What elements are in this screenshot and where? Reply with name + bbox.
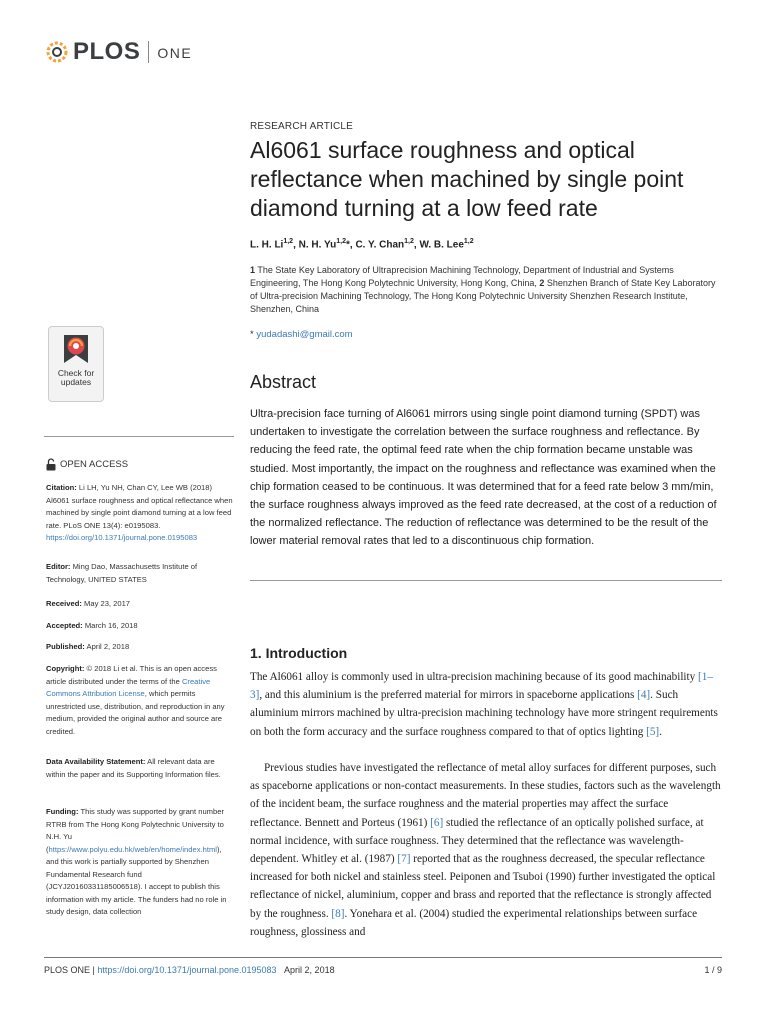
text-run: . (659, 725, 662, 738)
field-label: Received: (46, 599, 82, 608)
affiliations (250, 264, 720, 316)
funding-link[interactable]: https://www.polyu.edu.hk/web/en/home/index.html (48, 844, 217, 854)
author-separator: *, (345, 239, 356, 251)
field-label: Citation: (46, 483, 77, 492)
text-run: reported that as the roughness decreased, the specular reflectance increased for both nickel and stainless steel. Peiponen and Tsuboi (1990) further investigated the optical reflectance of nickel, aluminium, copper and brass and reported that the reflectance is strongly affected by the roughness. (250, 853, 716, 920)
logo-brand: PLOS (73, 38, 141, 65)
affil-text: Shenzhen Branch of State Key Laboratory of Ultra-precision Machining Technology, The Hong Kong Polytechnic University Shenzhen Research Institute, Shenzhen, China (250, 278, 716, 314)
field-label: Editor: (46, 562, 71, 571)
footer-journal: PLOS ONE | (44, 965, 95, 975)
field-value: April 2, 2018 (86, 642, 130, 651)
footer-doi-link[interactable]: https://doi.org/10.1371/journal.pone.0195083 (97, 965, 277, 975)
author-affil-sup: 1,2 (404, 238, 414, 245)
text-run: . Such aluminium mirrors machined by ultra-precision machining technology have more stringent requirements on both the form accuracy and the surface roughness compared to that of optics lighting (250, 689, 718, 738)
field-label: Data Availability Statement: (46, 757, 146, 766)
logo-journal: ONE (157, 45, 193, 61)
citation-link[interactable]: [1–3] (250, 671, 713, 702)
badge-line: Check for (57, 368, 95, 378)
page-footer (44, 965, 335, 975)
plos-logo-icon (44, 39, 70, 65)
text-run: studied the reflectance of an optically polished surface, at normal incidence, with surface roughness. They determined that the reflectance was wavelength-dependent. Whitley et al. (1987) (250, 816, 704, 866)
published-block (46, 641, 236, 654)
affil-number: 1 (250, 265, 256, 275)
email-star: * (250, 329, 254, 340)
open-access-label (46, 458, 128, 471)
funding-block (46, 806, 236, 919)
editor-block (46, 561, 236, 586)
text-run: The Al6061 alloy is commonly used in ultra-precision machining because of its good machinability (250, 671, 699, 683)
author-separator: , (293, 239, 299, 251)
field-value: Li LH, Yu NH, Chan CY, Lee WB (2018) Al6061 surface roughness and optical reflectance when machined by single point diamond turning at a low feed rate. PLoS ONE 13(4): e0195083. (46, 483, 233, 530)
author-affil-sup: 1,2 (463, 238, 474, 245)
field-value: All relevant data are within the paper and its Supporting Information files. (46, 757, 221, 779)
field-value: ), and this work is partially supported by Shenzhen Fundamental Research fund (JCYJ20160331185006518). I accept to publish this information with my article. The funders had no role in study design, data collection (46, 844, 227, 916)
footer-date: April 2, 2018 (284, 965, 335, 975)
field-label: Copyright: (46, 664, 85, 673)
bookmark-icon (62, 333, 90, 365)
plos-one-logo[interactable] (44, 38, 192, 66)
citation-block (46, 482, 236, 545)
field-value: May 23, 2017 (84, 599, 131, 608)
open-access-text: OPEN ACCESS (60, 459, 129, 470)
text-run: . Yonehara et al. (2004) studied the experimental relationships between surface roughness, glossiness and (250, 907, 698, 938)
section-heading: 1. Introduction (250, 645, 348, 661)
accepted-block (46, 620, 236, 633)
copyright-block (46, 663, 236, 738)
corresponding-email (250, 329, 353, 340)
article-title: Al6061 surface roughness and optical reflectance when machined by single point diamond turning at a low feed rate (250, 137, 684, 221)
author-affil-sup: 1,2 (336, 238, 346, 245)
badge-line: updates (60, 377, 92, 387)
email-link[interactable]: yudadashi@gmail.com (256, 329, 353, 340)
author-name[interactable]: N. H. Yu (298, 239, 337, 251)
check-for-updates-button[interactable] (48, 326, 104, 402)
field-value: , which permits unrestricted use, distribution, and reproduction in any medium, provided the original author and source are credited. (46, 689, 225, 736)
license-link[interactable]: Creative Commons Attribution License (46, 676, 211, 698)
affil-text: The State Key Laboratory of Ultraprecision Machining Technology, Department of Industrial and Systems Engineering, The Hong Kong Polytechnic University, Hong Kong, China, (250, 265, 674, 288)
field-label: Published: (46, 642, 85, 651)
field-value: © 2018 Li et al. This is an open access article distributed under the terms of the (46, 664, 217, 686)
author-name[interactable]: W. B. Lee (419, 239, 464, 251)
logo-divider (148, 41, 149, 63)
field-label: Funding: (46, 807, 79, 816)
field-value: Ming Dao, Massachusetts Institute of Technology, UNITED STATES (46, 562, 198, 584)
footer-divider (44, 957, 722, 958)
article-type: RESEARCH ARTICLE (250, 121, 354, 132)
citation-link[interactable]: [7] (397, 853, 411, 866)
doi-link[interactable]: https://doi.org/10.1371/journal.pone.0195083 (46, 533, 198, 542)
field-value: This study was supported by grant number RTRB from The Hong Kong Polytechnic University to N.H. Yu ( (46, 807, 224, 854)
field-value: March 16, 2018 (84, 621, 138, 630)
affil-number: 2 (539, 278, 545, 288)
badge-label (49, 369, 103, 387)
open-lock-icon (46, 458, 56, 471)
page-number: 1 / 9 (704, 965, 722, 975)
abstract-divider (250, 580, 722, 581)
citation-link[interactable]: [8] (331, 907, 345, 920)
field-label: Accepted: (46, 621, 83, 630)
data-availability-block (46, 756, 236, 781)
abstract-text: Ultra-precision face turning of Al6061 mirrors using single point diamond turning (SPDT) was undertaken to investigate the correlation between the surface roughness and reflectance. By reducing the feed rate, the optimal feed rate when the chip formation became unstable was studied. Most importantly, the impact on the roughness and reflectance was examined when the chip formation ceased to be continuous. It was determined that for a feed rate below 3 mm/min, the surface roughness always improved as the feed rate decreased, at the cost of a reduction of the normalized reflectance. The reduction of reflectance was determined to be the result of the lower material removal rates that led to a discontinuous chip formation. (250, 408, 717, 548)
citation-link[interactable]: [5] (646, 725, 660, 738)
citation-link[interactable]: [4] (637, 689, 651, 702)
author-separator: , (413, 239, 420, 251)
text-run: , and this aluminium is the preferred material for mirrors in spaceborne applications (259, 689, 638, 702)
author-name[interactable]: C. Y. Chan (355, 239, 405, 251)
author-affil-sup: 1,2 (283, 238, 294, 245)
received-block (46, 598, 236, 611)
intro-paragraph-1 (250, 668, 722, 741)
author-name[interactable]: L. H. Li (250, 239, 284, 251)
intro-paragraph-2 (250, 759, 722, 941)
abstract-heading: Abstract (250, 372, 317, 392)
sidebar-divider (44, 436, 234, 437)
citation-link[interactable]: [6] (430, 816, 444, 829)
author-list (250, 238, 474, 250)
text-run: Previous studies have investigated the reflectance of metal alloy surfaces for different purposes, such as spaceborne applications or non-contact measurements. In these studies, factors such as the wavelength of the incident beam, the surface roughness and the material properties may affect the surface reflectance. Bennett and Porteus (1961) (250, 762, 721, 829)
